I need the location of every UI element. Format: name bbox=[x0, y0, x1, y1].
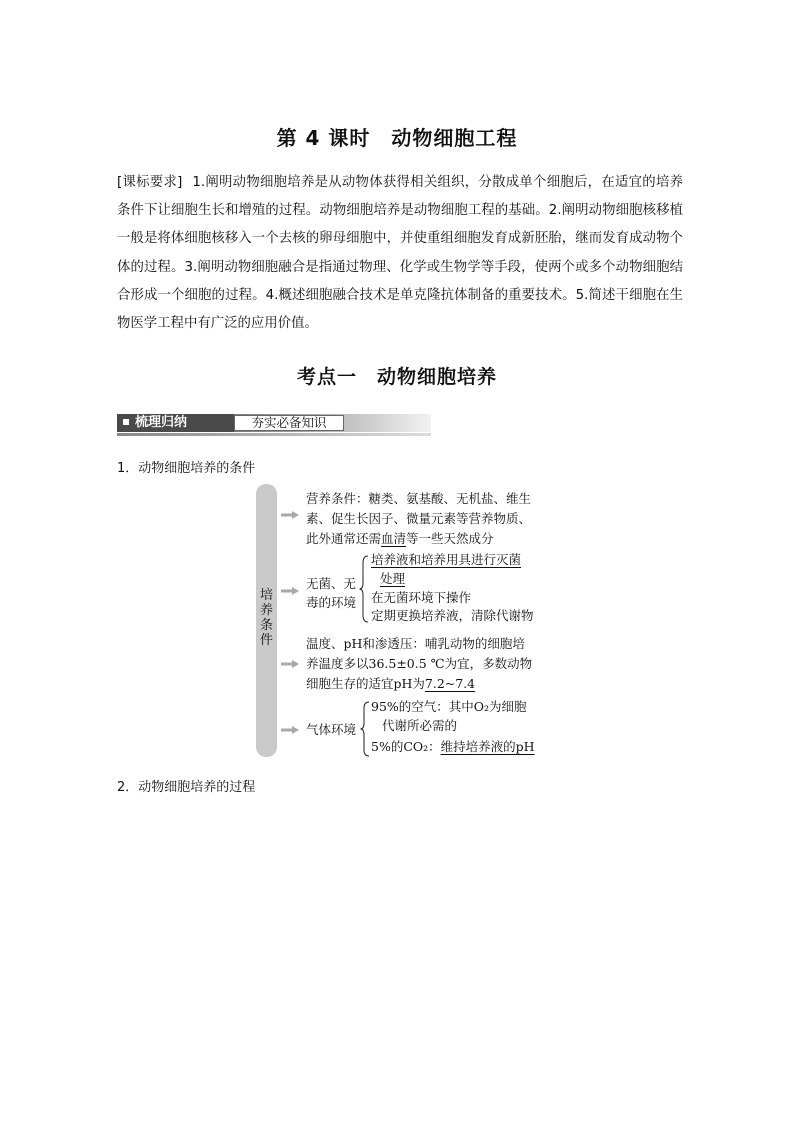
ph-range-underlined: 7.2~7.4 bbox=[424, 676, 476, 691]
sterile-item-1-line-1: 培养液和培养用具进行灭菌 bbox=[371, 552, 522, 567]
maintain-ph-underlined: 维持培养液的pH bbox=[440, 739, 535, 754]
arrow-right-icon bbox=[281, 511, 299, 519]
arrow-right-icon bbox=[281, 660, 299, 668]
heading-culture-process: 2．动物细胞培养的过程 bbox=[117, 780, 256, 795]
requirements-text: 1.阐明动物细胞培养是从动物体获得相关组织，分散成单个细胞后，在适宜的培养条件下让细胞生长和增殖的过程。动物细胞培养是动物细胞工程的基础。2.阐明动物细胞核移植一般是将体细胞核移入一个去核的卵母细胞中，并使重组细胞发育成新胚胎，继而发育成动物个体的过程。3.阐明动物细胞融合是指通过物理、化学或生物学等手段，使两个或多个动物细胞结合形成一个细胞的过程。4.概述细胞融合技术是单克隆抗体制备的重要技术。5.简述干细胞在生物医学工程中有广泛的应用价值。 bbox=[117, 175, 683, 332]
brace-icon bbox=[359, 555, 369, 623]
sterile-label-line-2: 毒的环境 bbox=[306, 595, 357, 610]
page-title: 第 4 课时 动物细胞工程 bbox=[276, 126, 518, 150]
gas-item-2: 5%的CO₂：维持培养液的pH bbox=[371, 739, 535, 754]
nutrition-line-3: 此外通常还需血清等一些天然成分 bbox=[306, 531, 494, 546]
serum-underlined: 血清 bbox=[381, 531, 407, 546]
gas-label: 气体环境 bbox=[306, 722, 357, 737]
diagram-center-label: 培 养 条 件 bbox=[259, 588, 273, 648]
temperature-line-3: 细胞生存的适宜pH为7.2~7.4 bbox=[306, 676, 476, 691]
sterile-item-2: 在无菌环境下操作 bbox=[371, 590, 472, 605]
square-icon bbox=[123, 419, 129, 425]
temperature-line-1: 温度、pH和渗透压：哺乳动物的细胞培 bbox=[306, 636, 525, 651]
arrow-right-icon bbox=[281, 726, 299, 734]
temperature-line-2: 养温度多以36.5±0.5 ℃为宜，多数动物 bbox=[306, 656, 533, 671]
banner-white-label: 夯实必备知识 bbox=[234, 415, 344, 431]
nutrition-line-1: 营养条件：糖类、氨基酸、无机盐、维生 bbox=[306, 491, 532, 506]
sterile-item-1-line-2: 处理 bbox=[380, 571, 406, 586]
gas-item-1-line-2: 代谢所必需的 bbox=[382, 718, 458, 733]
banner-dark-text: 梳理归纳 bbox=[135, 415, 188, 430]
nutrition-line-2: 素、促生长因子、微量元素等营养物质、 bbox=[306, 511, 532, 526]
banner-underline bbox=[117, 433, 431, 436]
arrow-right-icon bbox=[281, 587, 299, 595]
section-title: 考点一 动物细胞培养 bbox=[296, 366, 497, 388]
curriculum-requirements bbox=[117, 169, 683, 338]
section-banner bbox=[117, 412, 431, 436]
gas-item-1-line-1: 95%的空气：其中O₂为细胞 bbox=[371, 699, 527, 714]
banner-dark-label bbox=[117, 414, 234, 432]
heading-culture-conditions: 1．动物细胞培养的条件 bbox=[117, 461, 256, 476]
sterile-item-3: 定期更换培养液，清除代谢物 bbox=[371, 608, 534, 623]
brace-icon bbox=[360, 701, 370, 757]
sterile-label-line-1: 无菌、无 bbox=[306, 576, 357, 591]
requirements-tag: [课标要求] bbox=[117, 175, 183, 190]
